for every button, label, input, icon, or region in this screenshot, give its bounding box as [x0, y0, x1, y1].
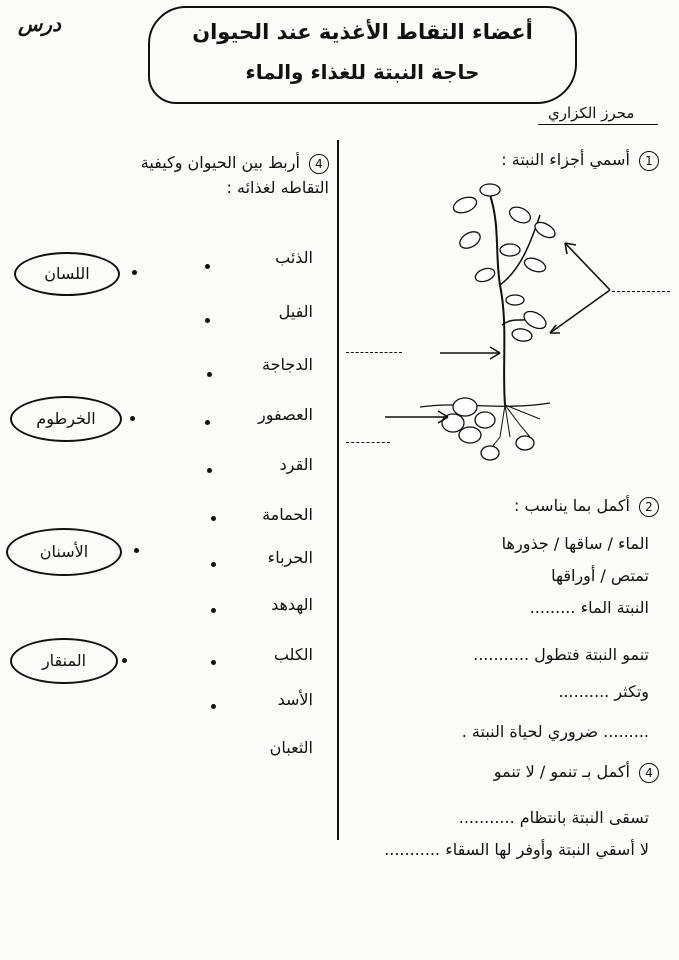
title-frame: [148, 6, 577, 104]
organ-oval[interactable]: اللسان: [14, 252, 120, 296]
fill-sentence[interactable]: لا أسقي النبتة وأوفر لها السقاء ...........: [384, 840, 649, 859]
match-dot[interactable]: [132, 270, 137, 275]
plant-illustration: [350, 175, 670, 475]
left-question-text: أربط بين الحيوان وكيفية: [140, 153, 300, 172]
page-subtitle: حاجة النبتة للغذاء والماء: [245, 60, 480, 84]
question-1-text: أسمي أجزاء النبتة :: [501, 150, 630, 169]
question-1: [501, 150, 659, 171]
animal-item: الكلب: [273, 645, 313, 664]
match-dot[interactable]: [211, 704, 216, 709]
organ-oval[interactable]: المنقار: [10, 638, 118, 684]
animal-item: القرد: [279, 455, 313, 474]
fill-sentence[interactable]: تسقى النبتة بانتظام ...........: [458, 808, 649, 827]
word-bank: تمتص / أوراقها: [551, 566, 649, 585]
animal-item: الذئب: [275, 248, 313, 267]
answer-line[interactable]: [346, 442, 390, 443]
match-dot[interactable]: [211, 562, 216, 567]
fill-sentence[interactable]: تنمو النبتة فتطول ...........: [473, 645, 649, 664]
question-2: [514, 496, 659, 517]
match-dot[interactable]: [122, 658, 127, 663]
match-dot[interactable]: [205, 264, 210, 269]
left-question-text-line2: التقاطه لغذائه :: [226, 178, 329, 197]
match-dot[interactable]: [207, 468, 212, 473]
fill-sentence[interactable]: النبتة الماء .........: [529, 598, 649, 617]
animal-item: الثعبان: [269, 738, 313, 757]
organ-oval[interactable]: الخرطوم: [10, 396, 122, 442]
question-4: [494, 762, 659, 783]
lesson-tag: درس: [18, 12, 61, 36]
animal-item: الأسد: [277, 690, 313, 709]
match-dot[interactable]: [211, 608, 216, 613]
word-bank: الماء / ساقها / جذورها: [501, 534, 649, 553]
column-divider: [337, 140, 339, 840]
animal-item: العصفور: [258, 405, 313, 424]
author-name: محرز الكزاري: [548, 104, 635, 122]
question-number-badge: 2: [639, 497, 659, 517]
answer-line[interactable]: [346, 352, 402, 353]
match-dot[interactable]: [205, 318, 210, 323]
animal-item: الفيل: [278, 302, 313, 321]
animal-item: الدجاجة: [262, 355, 313, 374]
match-dot[interactable]: [205, 420, 210, 425]
page-title: أعضاء التقاط الأغذية عند الحيوان: [192, 20, 533, 44]
fill-sentence[interactable]: ......... ضروري لحياة النبتة .: [461, 722, 649, 741]
answer-line[interactable]: [612, 291, 670, 292]
animal-item: الحرباء: [267, 548, 313, 567]
match-dot[interactable]: [207, 372, 212, 377]
question-4-text: أكمل بـ تنمو / لا تنمو: [493, 762, 630, 781]
match-dot[interactable]: [211, 660, 216, 665]
animal-item: الهدهد: [271, 595, 313, 614]
organ-oval[interactable]: الأسنان: [6, 528, 122, 576]
question-number-badge: 4: [639, 763, 659, 783]
author-underline: [538, 124, 658, 125]
match-dot[interactable]: [130, 416, 135, 421]
question-number-badge: 1: [639, 151, 659, 171]
left-question: [141, 150, 329, 200]
match-dot[interactable]: [211, 516, 216, 521]
match-dot[interactable]: [134, 548, 139, 553]
question-number-badge: 4: [309, 154, 329, 174]
fill-sentence[interactable]: وتكثر ..........: [558, 682, 649, 701]
question-2-text: أكمل بما يناسب :: [513, 496, 630, 515]
animal-item: الحمامة: [262, 505, 313, 524]
